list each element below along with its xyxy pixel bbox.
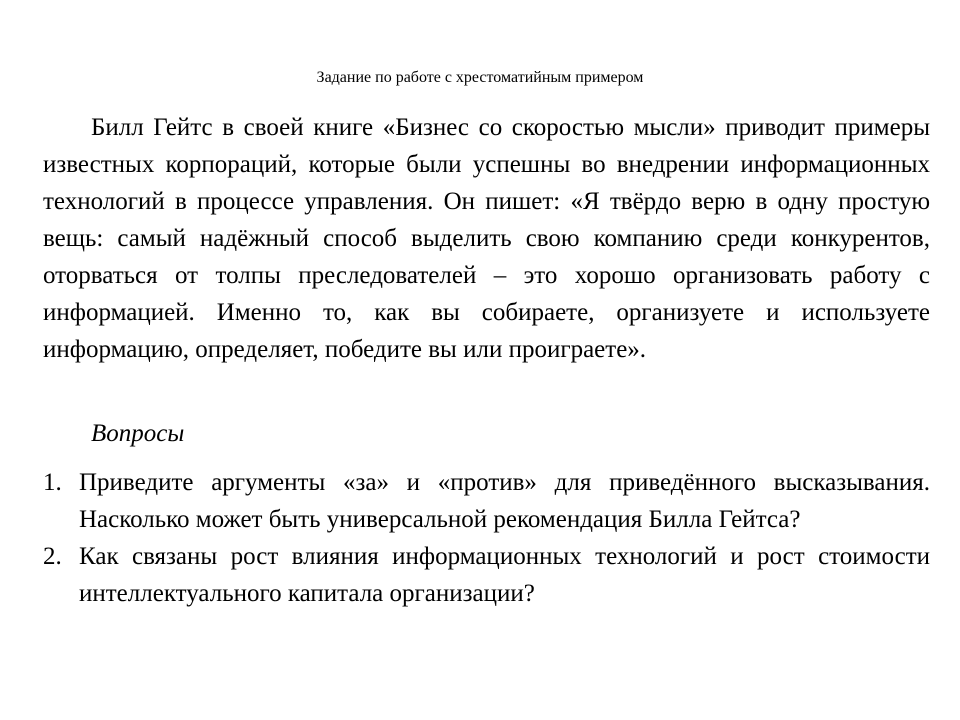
question-item-1 — [43, 464, 930, 538]
question-item-2 — [43, 538, 930, 612]
main-paragraph: Билл Гейтс в своей книге «Бизнес со скоростью мысли» приводит примеры известных корпораций, которые были успешны во внедрении информационных технологий в процессе управления. Он пишет: «Я твёрдо верю в одну простую вещь: самый надёжный способ выделить свою компанию среди конкурентов, оторваться от толпы преследователей – это хорошо организовать работу с информацией. Именно то, как вы собираете, организуете и используете информацию, определяет, победите вы или проиграете». — [43, 114, 930, 363]
questions-list — [43, 464, 930, 612]
question-number: 1. — [43, 469, 62, 496]
question-number: 2. — [43, 543, 62, 570]
questions-heading: Вопросы — [91, 420, 185, 447]
question-text: Приведите аргументы «за» и «против» для приведённого высказывания. Насколько может быть универсальной рекомендация Билла Гейтса? — [79, 469, 930, 533]
question-text: Как связаны рост влияния информационных технологий и рост стоимости интеллектуального капитала организации? — [79, 543, 930, 607]
task-title: Задание по работе с хрестоматийным примером — [316, 69, 644, 86]
